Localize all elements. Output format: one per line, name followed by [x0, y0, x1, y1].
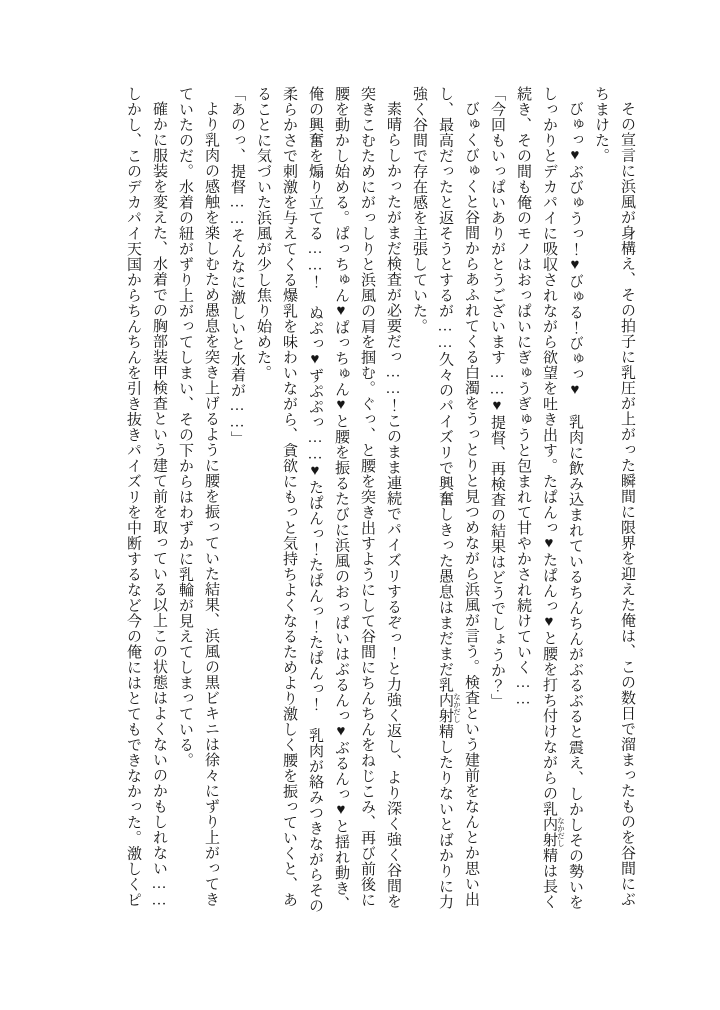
ruby-annotated-word: 乳内射精 なかだし — [437, 677, 462, 739]
narration-paragraph: より乳肉の感触を楽しむため愚息を突き上げるように腰を振っていた結果、浜風の黒ビキニは徐々にずり上がってきていたのだ。水着の紐がずり上がってしまい、その下からはわずかに乳輪が見えてしまっている。 — [177, 86, 219, 907]
narration-paragraph: その宣言に浜風が身構え、その拍子に乳圧が上がった瞬間に限界を迎えた俺は、この数日で溜まったものを谷間にぶちまけた。 — [593, 86, 635, 907]
furigana: なかだし — [452, 677, 462, 739]
ruby-annotated-word: 乳内射精 なかだし — [541, 801, 566, 863]
narration-paragraph: びゅっ♥ぶびゅうっ！♥びゅる！びゅっ♥ 乳肉に飲み込まれているちんちんがぶるぶると震え、しかしその勢いをしっかりとデカパイに吸収されながら欲望を吐き出す。たぱんっ♥たぱんっ♥と腰を打ち付けながらの乳内射精 なかだしは長く続き、その間も俺のモノはおっぱいにぎゅうぎゅうと包まれて甘やかされ続けていく…… — [515, 86, 583, 910]
narration-paragraph: びゅくびゅくと谷間からあふれてくる白濁をうっとりと見つめながら浜風が言う。検査という建前をなんとか思い出し、最高だったと返そうとするが……久々のパイズリで興奮しきった愚息はまだまだ乳内射精 なかだししたりないとばかりに力強く谷間で存在感を主張していた。 — [411, 86, 479, 910]
dialogue-paragraph: 「今回もいっぱいありがとうございます……♥提督、再検査の結果はどうでしょうか？」 — [489, 86, 505, 709]
narration-paragraph: 素晴らしかったがまだ検査が必要だっ……！このまま連続でパイズリするぞっ！と力強く返し、より深く強く谷間を突きこむためにがっしりと浜風の肩を掴む。ぐっ、と腰を突き出すようにして谷間にちんちんをねじこみ、再び前後に腰を動かし始める。ぱっちゅん♥ぱっちゅん♥と腰を振るたびに浜風のおっぱいはぶるんっ♥ぶるんっ♥と揺れ動き、俺の興奮を煽り立てる……！ ぬぷっ♥ずぷぷっ……♥たぱんっ！たぱんっ！たぱんっ！ 乳肉が絡みつきながらその柔らかさで刺激を与えてくる爆乳を味わいながら、貪欲にもっと気持ちよくなるためより激しく腰を振っていくと、あることに気づいた浜風が少し焦り始めた。 — [255, 86, 401, 914]
narration-paragraph: 確かに服装を変えた、水着での胸部装甲検査という建て前を取っている以上この状態はよくないのかもしれない……しかし、このデカパイ天国からちんちんを引き抜きパイズリを中断するなど今の俺にはとてもできなかった。激しくピ — [125, 86, 167, 909]
text-block — [120, 86, 640, 916]
dialogue-paragraph: 「あのっ、提督……そんなに激しいと水着が……」 — [229, 86, 245, 447]
furigana: なかだし — [556, 801, 566, 863]
